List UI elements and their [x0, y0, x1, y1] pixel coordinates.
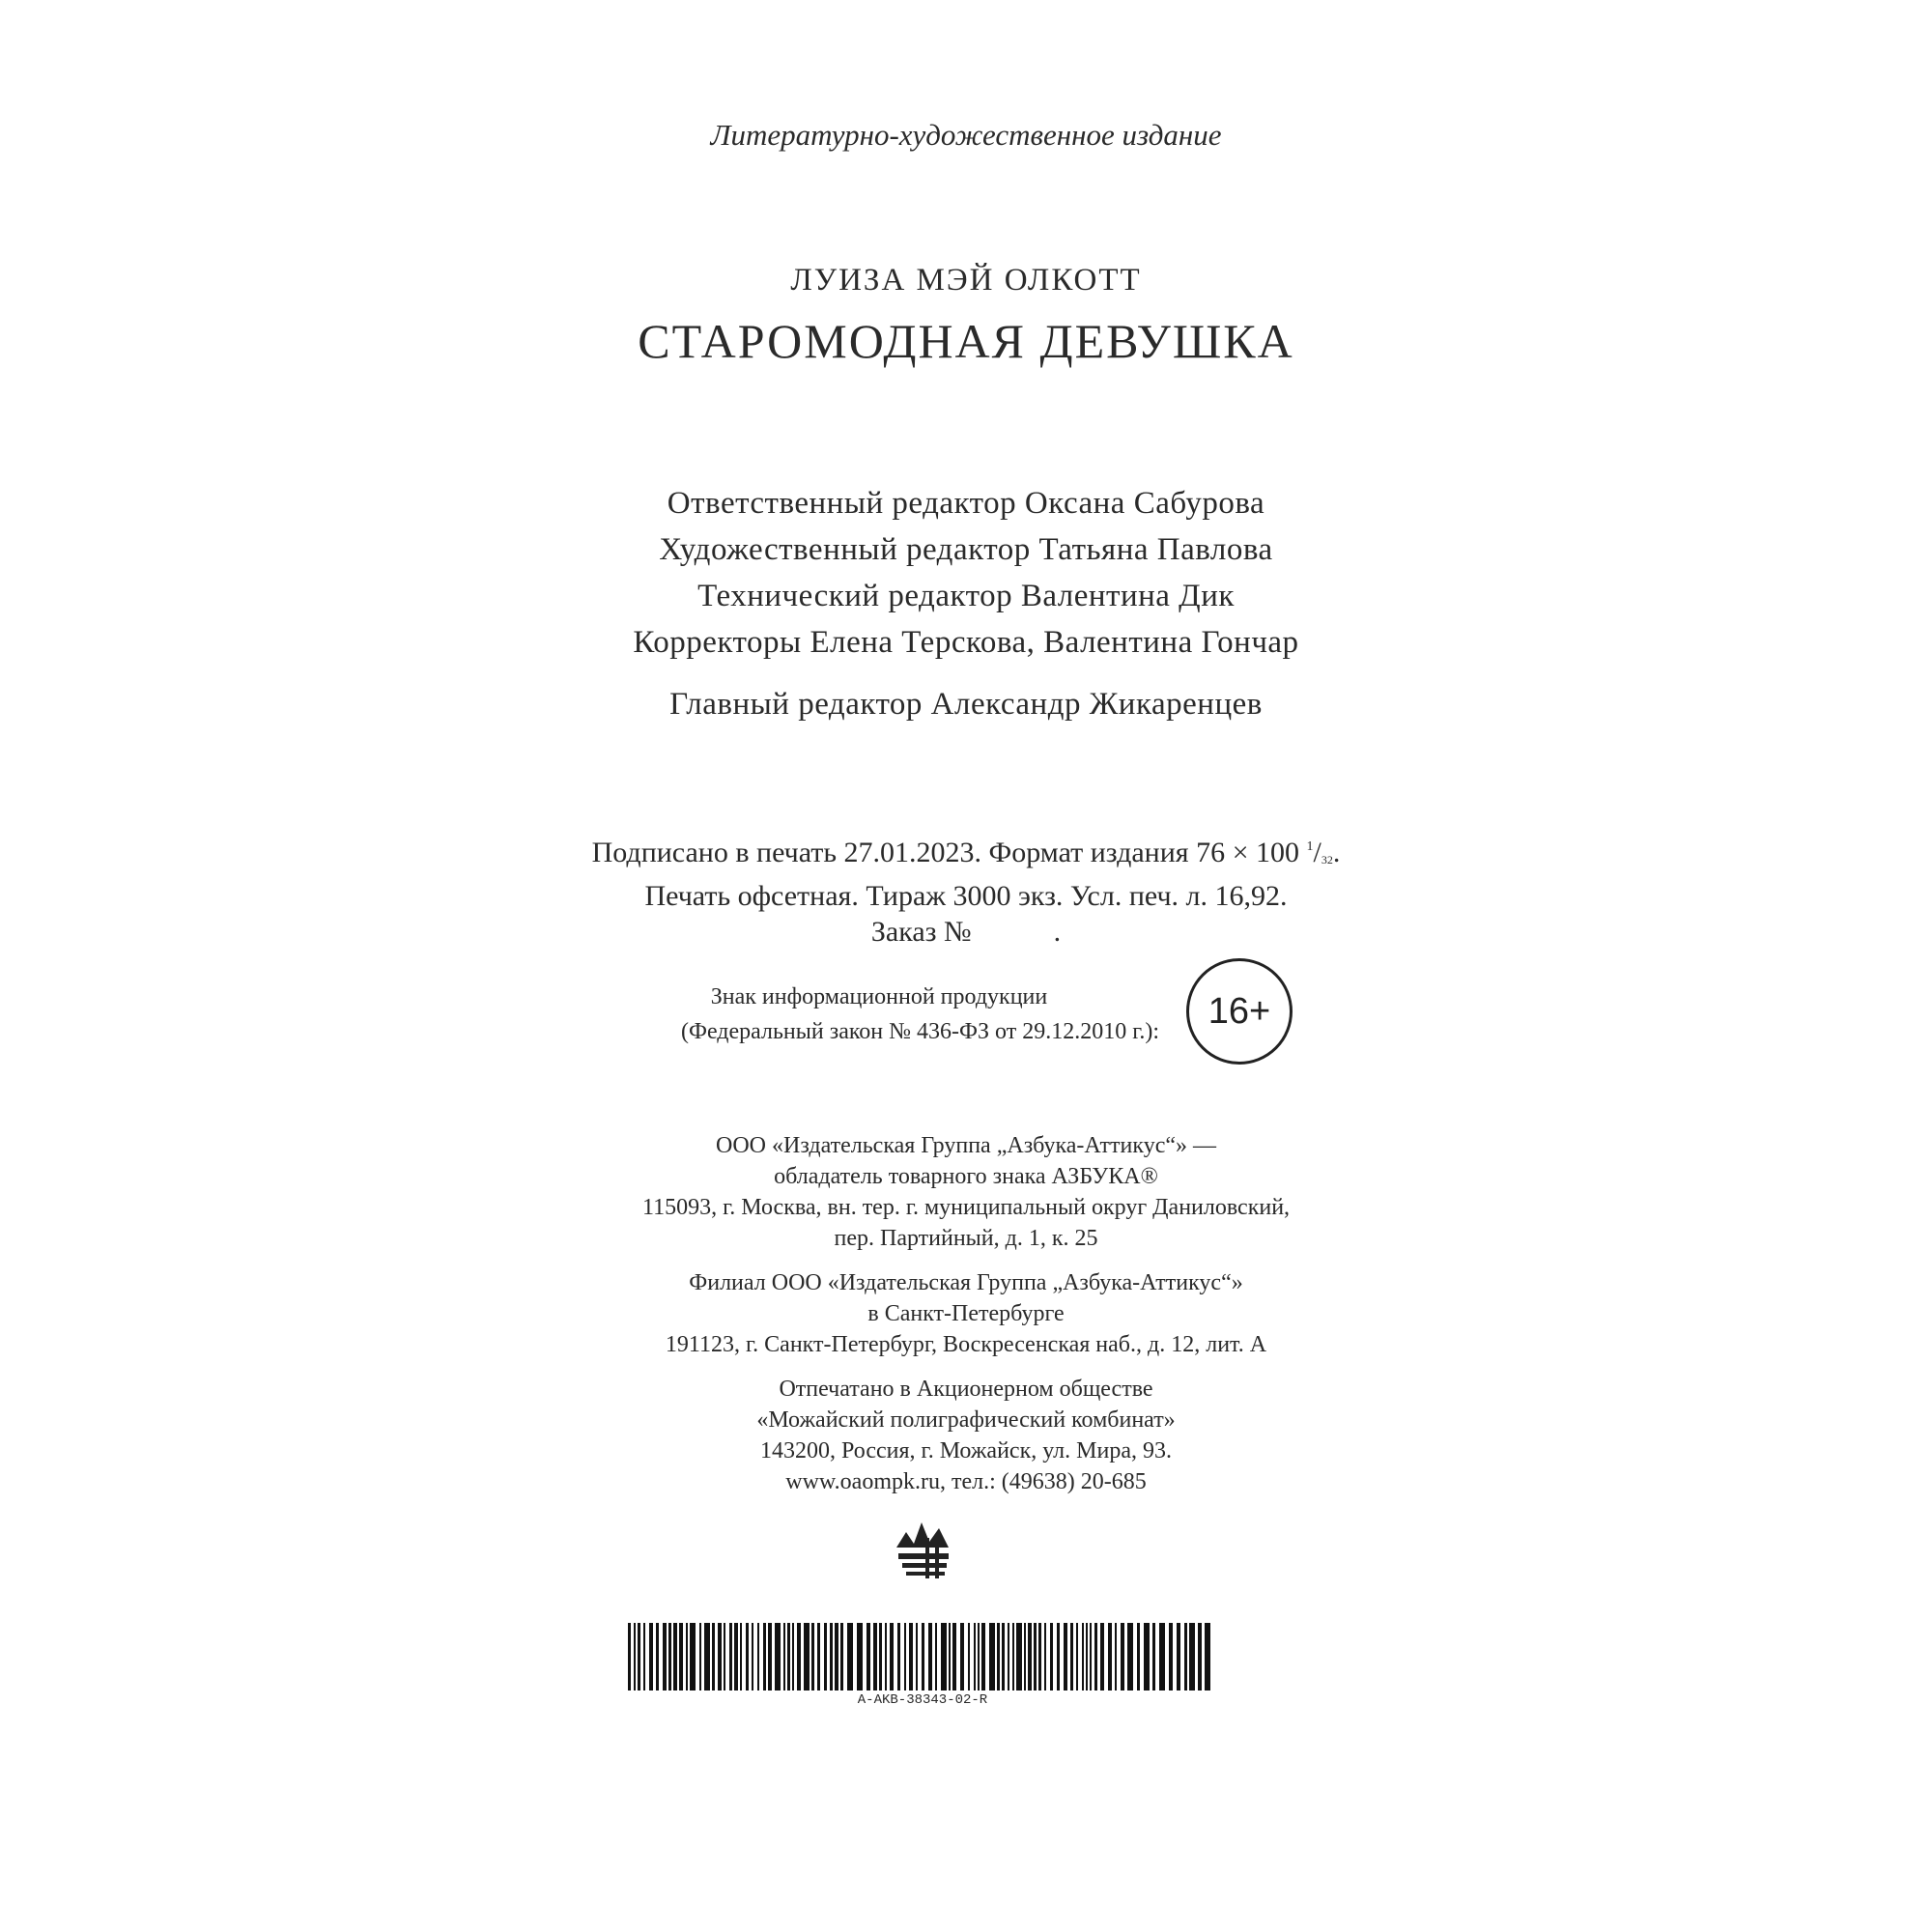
barcode-bar: [712, 1623, 715, 1690]
barcode-bar: [1184, 1623, 1187, 1690]
barcode-bar: [873, 1623, 877, 1690]
barcode-bar: [1115, 1623, 1117, 1690]
chief-editor: Главный редактор Александр Жикаренцев: [669, 687, 1263, 722]
barcode-bar: [704, 1623, 710, 1690]
barcode-text: A-AKB-38343-02-R: [857, 1692, 988, 1708]
barcode-bar: [638, 1623, 640, 1690]
format-denominator: 32: [1321, 853, 1333, 867]
barcode-bar: [1038, 1623, 1041, 1690]
barcode-bar: [949, 1623, 951, 1690]
barcode-bar: [1064, 1623, 1067, 1690]
publisher-block: [0, 1130, 1932, 1254]
edition-type: Литературно-художественное издание: [710, 118, 1222, 152]
barcode-bar: [1177, 1623, 1180, 1690]
barcode-bar: [763, 1623, 766, 1690]
info-sign-text: [541, 980, 1159, 1049]
barcode-bar: [649, 1623, 653, 1690]
barcode-bar: [1070, 1623, 1073, 1690]
barcode: [628, 1623, 1217, 1690]
print-line1-text: Подписано в печать 27.01.2023. Формат издания 76 × 100: [591, 837, 1307, 868]
barcode-bar: [1012, 1623, 1014, 1690]
barcode-bar: [935, 1623, 937, 1690]
barcode-bar: [1034, 1623, 1037, 1690]
publisher-line: 115093, г. Москва, вн. тер. г. муниципальный округ Даниловский,: [641, 1195, 1291, 1220]
barcode-bar: [724, 1623, 725, 1690]
branch-block: [0, 1267, 1932, 1360]
author-name: ЛУИЗА МЭЙ ОЛКОТТ: [790, 263, 1142, 298]
order-label: Заказ №: [870, 916, 972, 948]
barcode-bar: [916, 1623, 918, 1690]
editor-line: Технический редактор Валентина Дик: [697, 579, 1235, 613]
barcode-bar: [1028, 1623, 1032, 1690]
barcode-bar: [734, 1623, 738, 1690]
info-sign-line2: (Федеральный закон № 436-ФЗ от 29.12.2010 г.):: [680, 1019, 1159, 1044]
editor-line: Ответственный редактор Оксана Сабурова: [667, 486, 1265, 521]
info-sign-line1: Знак информационной продукции: [710, 984, 1048, 1009]
printer-line: Отпечатано в Акционерном обществе: [779, 1377, 1153, 1402]
barcode-bar: [787, 1623, 790, 1690]
barcode-bar: [1152, 1623, 1155, 1690]
barcode-bar: [752, 1623, 753, 1690]
print-info: [0, 829, 1932, 950]
barcode-bar: [941, 1623, 947, 1690]
barcode-bar: [835, 1623, 838, 1690]
barcode-bar: [1024, 1623, 1026, 1690]
barcode-bar: [928, 1623, 932, 1690]
branch-line: 191123, г. Санкт-Петербург, Воскресенская наб., д. 12, лит. А: [665, 1332, 1267, 1357]
barcode-bar: [1144, 1623, 1150, 1690]
barcode-bar: [1094, 1623, 1097, 1690]
printer-block: [0, 1374, 1932, 1497]
publisher-line: пер. Партийный, д. 1, к. 25: [834, 1226, 1098, 1251]
printer-crown-logo-icon: [893, 1519, 954, 1584]
barcode-bar: [718, 1623, 722, 1690]
age-rating-badge: 16+: [1186, 958, 1293, 1065]
barcode-bar: [746, 1623, 749, 1690]
format-numerator: 1: [1306, 839, 1314, 854]
barcode-bar: [840, 1623, 843, 1690]
order-end: .: [1053, 916, 1062, 948]
barcode-bar: [1189, 1623, 1195, 1690]
barcode-bar: [1159, 1623, 1165, 1690]
barcode-bar: [783, 1623, 785, 1690]
barcode-bar: [668, 1623, 671, 1690]
book-title: СТАРОМОДНАЯ ДЕВУШКА: [638, 314, 1294, 368]
barcode-bar: [775, 1623, 781, 1690]
branch-line: в Санкт-Петербурге: [867, 1301, 1065, 1326]
barcode-bar: [1057, 1623, 1060, 1690]
barcode-bar: [634, 1623, 636, 1690]
barcode-bar: [740, 1623, 742, 1690]
barcode-bar: [673, 1623, 677, 1690]
barcode-bar: [830, 1623, 833, 1690]
barcode-bar: [974, 1623, 976, 1690]
barcode-bar: [1205, 1623, 1210, 1690]
barcode-bar: [679, 1623, 683, 1690]
barcode-bar: [1090, 1623, 1092, 1690]
barcode-bar: [867, 1623, 870, 1690]
barcode-bar: [699, 1623, 701, 1690]
barcode-bar: [1108, 1623, 1112, 1690]
barcode-bar: [1044, 1623, 1046, 1690]
barcode-bar: [1050, 1623, 1053, 1690]
barcode-bar: [663, 1623, 667, 1690]
barcode-bar: [1137, 1623, 1140, 1690]
barcode-bar: [885, 1623, 887, 1690]
barcode-bar: [1127, 1623, 1133, 1690]
printer-line: 143200, Россия, г. Можайск, ул. Мира, 93.: [760, 1438, 1172, 1463]
barcode-bar: [797, 1623, 801, 1690]
publisher-line: обладатель товарного знака АЗБУКА®: [774, 1164, 1158, 1189]
barcode-bar: [1008, 1623, 1009, 1690]
barcode-bar: [1198, 1623, 1202, 1690]
barcode-bar: [1076, 1623, 1078, 1690]
barcode-bar: [686, 1623, 688, 1690]
barcode-bar: [978, 1623, 980, 1690]
barcode-bar: [857, 1623, 863, 1690]
barcode-bar: [997, 1623, 1000, 1690]
barcode-bar: [909, 1623, 913, 1690]
barcode-bar: [804, 1623, 810, 1690]
barcode-bar: [952, 1623, 956, 1690]
barcode-bar: [628, 1623, 631, 1690]
barcode-bar: [897, 1623, 900, 1690]
print-info-line2: Печать офсетная. Тираж 3000 экз. Усл. печ. л. 16,92.: [644, 880, 1288, 912]
barcode-bar: [847, 1623, 853, 1690]
barcode-bar: [656, 1623, 659, 1690]
order-line: [0, 914, 1932, 950]
barcode-bar: [817, 1623, 820, 1690]
printer-line: www.oaompk.ru, тел.: (49638) 20-685: [785, 1469, 1147, 1494]
editor-line: Корректоры Елена Терскова, Валентина Гончар: [633, 625, 1299, 660]
barcode-bar: [989, 1623, 995, 1690]
barcode-bar: [792, 1623, 794, 1690]
barcode-bar: [1016, 1623, 1022, 1690]
barcode-bar: [690, 1623, 696, 1690]
barcode-bar: [757, 1623, 759, 1690]
barcode-bar: [824, 1623, 827, 1690]
barcode-bar: [960, 1623, 964, 1690]
print-line1-end: .: [1332, 837, 1341, 868]
print-info-line1: Подписано в печать 27.01.2023. Формат издания 76 × 100 $^1/_{32}$.: [591, 837, 1341, 868]
barcode-bar: [879, 1623, 882, 1690]
barcode-bar: [643, 1623, 645, 1690]
editor-line: Художественный редактор Татьяна Павлова: [659, 532, 1273, 567]
barcode-bar: [1082, 1623, 1084, 1690]
branch-line: Филиал ООО «Издательская Группа „Азбука-Аттикус“»: [689, 1270, 1243, 1295]
publisher-info: [0, 1130, 1932, 1497]
barcode-bar: [1121, 1623, 1124, 1690]
printer-line: «Можайский полиграфический комбинат»: [756, 1407, 1176, 1433]
barcode-bar: [1169, 1623, 1173, 1690]
barcode-bar: [922, 1623, 924, 1690]
barcode-bar: [729, 1623, 732, 1690]
barcode-bar: [968, 1623, 970, 1690]
barcode-bar: [811, 1623, 814, 1690]
editors-credits: [0, 480, 1932, 727]
barcode-bar: [1002, 1623, 1005, 1690]
barcode-bar: [1100, 1623, 1104, 1690]
barcode-bar: [768, 1623, 772, 1690]
barcode-bar: [890, 1623, 894, 1690]
barcode-bar: [1086, 1623, 1088, 1690]
publisher-line: ООО «Издательская Группа „Азбука-Аттикус“» —: [716, 1133, 1216, 1158]
barcode-bar: [981, 1623, 985, 1690]
barcode-bar: [904, 1623, 906, 1690]
